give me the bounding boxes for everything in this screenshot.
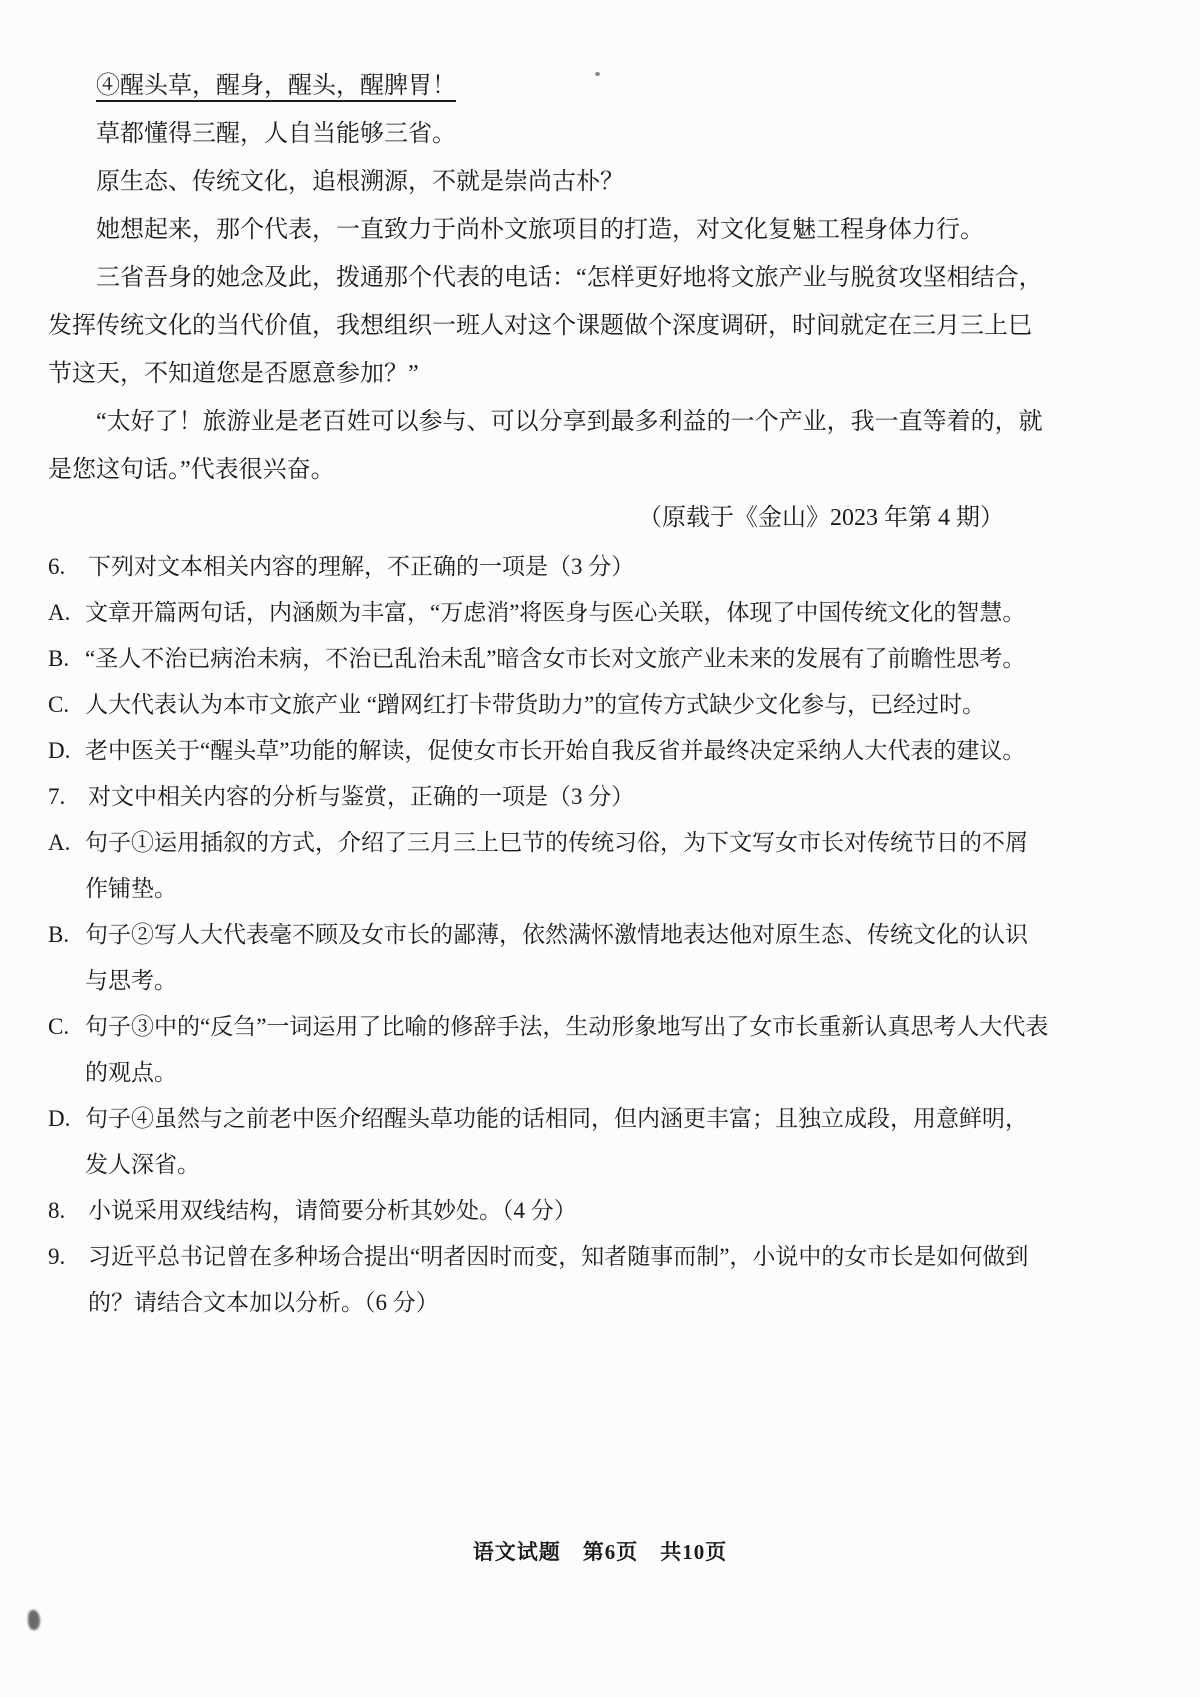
option-7-d <box>48 1096 1050 1188</box>
option-text: 句子③中的“反刍”一词运用了比喻的修辞手法，生动形象地写出了女市长重新认真思考人大代表的观点。 <box>85 1014 1049 1085</box>
option-7-c <box>48 1004 1050 1096</box>
option-text: 老中医关于“醒头草”功能的解读，促使女市长开始自我反省并最终决定采纳人大代表的建议。 <box>85 738 1026 763</box>
option-text: 文章开篇两句话，内涵颇为丰富，“万虑消”将医身与医心关联，体现了中国传统文化的智慧。 <box>85 600 1026 625</box>
passage-paragraph: 她想起来，那个代表，一直致力于尚朴文旅项目的打造，对文化复魅工程身体力行。 <box>96 217 984 243</box>
passage-paragraph: 三省吾身的她念及此，拨通那个代表的电话：“怎样更好地将文旅产业与脱贫攻坚相结合，发挥传统文化的当代价值，我想组织一班人对这个课题做个深度调研，时间就定在三月三上巳节这天，不知道您是否愿意参加？” <box>48 265 1043 387</box>
option-label: A. <box>48 600 71 625</box>
question-7 <box>48 774 1050 1188</box>
option-text: 句子④虽然与之前老中医介绍醒头草功能的话相同，但内涵更丰富；且独立成段，用意鲜明，发人深省。 <box>85 1106 1028 1177</box>
reading-passage <box>48 62 1050 542</box>
option-7-a <box>48 820 1050 912</box>
passage-paragraph: 草都懂得三醒，人自当能够三省。 <box>96 121 456 147</box>
scan-artifact-smudge <box>28 1610 40 1630</box>
question-stem <box>48 1234 1050 1326</box>
passage-paragraph: 原生态、传统文化，追根溯源，不就是崇尚古朴？ <box>96 169 624 195</box>
option-label: A. <box>48 830 71 855</box>
option-label: B. <box>48 922 70 947</box>
option-6-d <box>48 728 1050 774</box>
option-text: 句子①运用插叙的方式，介绍了三月三上巳节的传统习俗，为下文写女市长对传统节日的不屑作铺垫。 <box>85 830 1028 901</box>
question-text: 下列对文本相关内容的理解，不正确的一项是（3 分） <box>88 554 635 579</box>
question-text: 小说采用双线结构，请简要分析其妙处。（4 分） <box>88 1198 577 1223</box>
question-number: 7. <box>48 784 66 809</box>
question-text: 对文中相关内容的分析与鉴赏，正确的一项是（3 分） <box>88 784 635 809</box>
scan-artifact-dot <box>595 72 600 76</box>
option-label: C. <box>48 1014 70 1039</box>
option-text: “圣人不治已病治未病，不治已乱治未乱”暗含女市长对文旅产业未来的发展有了前瞻性思考。 <box>85 646 1026 671</box>
option-7-b <box>48 912 1050 1004</box>
option-6-c <box>48 682 1050 728</box>
question-number: 6. <box>48 554 66 579</box>
option-label: D. <box>48 1106 71 1131</box>
option-text: 人大代表认为本市文旅产业 “蹭网红打卡带货助力”的宣传方式缺少文化参与，已经过时。 <box>85 692 986 717</box>
option-label: B. <box>48 646 70 671</box>
question-8 <box>48 1188 1050 1234</box>
question-stem <box>48 774 1050 820</box>
question-number: 8. <box>48 1198 66 1223</box>
question-stem <box>48 544 1050 590</box>
option-text: 句子②写人大代表毫不顾及女市长的鄙薄，依然满怀激情地表达他对原生态、传统文化的认识与思考。 <box>85 922 1028 993</box>
questions-section <box>48 544 1050 1326</box>
question-9 <box>48 1234 1050 1326</box>
option-label: D. <box>48 738 71 763</box>
passage-paragraph: “太好了！旅游业是老百姓可以参与、可以分享到最多利益的一个产业，我一直等着的，就是您这句话。”代表很兴奋。 <box>48 409 1043 483</box>
passage-paragraph-underlined: ④醒头草，醒身，醒头，醒脾胃！ <box>96 73 456 99</box>
option-6-a <box>48 590 1050 636</box>
page-footer: 语文试题 第6页 共10页 <box>472 1540 728 1564</box>
question-6 <box>48 544 1050 774</box>
question-text: 习近平总书记曾在多种场合提出“明者因时而变，知者随事而制”，小说中的女市长是如何做到的？请结合文本加以分析。（6 分） <box>88 1244 1029 1315</box>
question-stem <box>48 1188 1050 1234</box>
passage-source: （原载于《金山》2023 年第 4 期） <box>638 505 1004 531</box>
question-number: 9. <box>48 1244 66 1269</box>
option-6-b <box>48 636 1050 682</box>
option-label: C. <box>48 692 70 717</box>
